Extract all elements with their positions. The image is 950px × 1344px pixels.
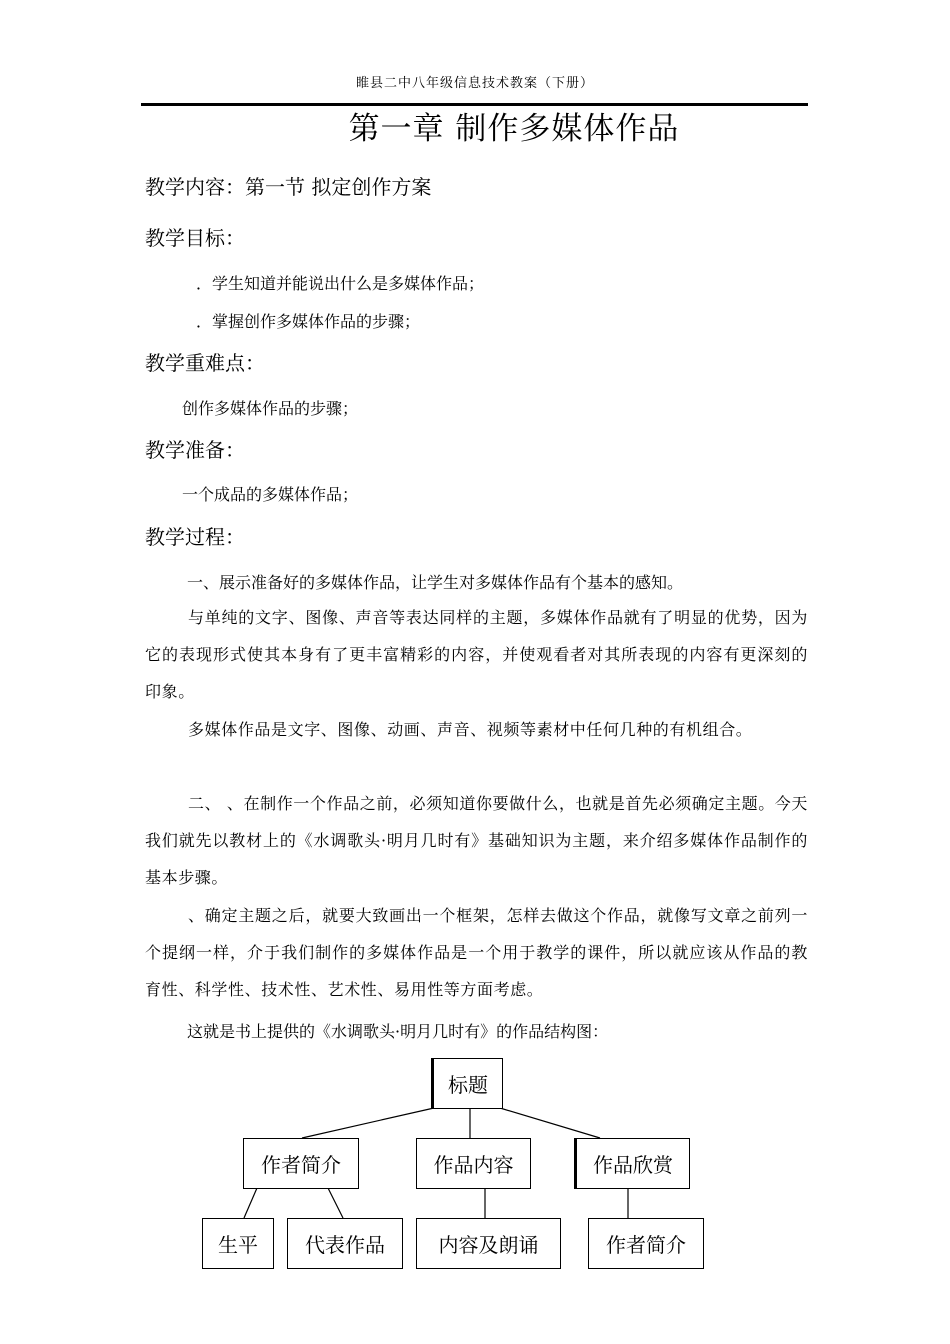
connector-line: [302, 1108, 434, 1138]
difficulty-label: 教学重难点：: [145, 351, 265, 375]
objectives-label: 教学目标：: [145, 226, 245, 250]
page-header: 睢县二中八年级信息技术教案（下册）: [355, 76, 594, 91]
process-step-2: 二、 、在制作一个作品之前，必须知道你要做什么，也就是首先必须确定主题。今天我们就先以教材上的《水调歌头·明月几时有》基础知识为主题，来介绍多媒体作品制作的基本步骤。: [145, 794, 808, 887]
diagram-node-author-intro-2: 作者简介: [588, 1218, 704, 1269]
connector-line: [328, 1188, 343, 1218]
connector-line: [500, 1108, 600, 1138]
chapter-title: 第一章 制作多媒体作品: [348, 111, 680, 147]
prep-text: 一个成品的多媒体作品；: [182, 485, 359, 504]
diagram-node-appreciation: 作品欣赏: [574, 1138, 690, 1189]
objective-item: ．掌握创作多媒体作品的步骤；: [196, 312, 421, 331]
diagram-node-root: 标题: [431, 1058, 503, 1109]
prep-label: 教学准备：: [145, 438, 245, 462]
process-paragraph: 与单纯的文字、图像、声音等表达同样的主题，多媒体作品就有了明显的优势，因为它的表现形式使其本身有了更丰富精彩的内容，并使观看者对其所表现的内容有更深刻的印象。: [145, 608, 808, 701]
diagram-node-content-recitation: 内容及朗诵: [416, 1218, 561, 1269]
diagram-node-representative-works: 代表作品: [287, 1218, 403, 1269]
diagram-node-work-content: 作品内容: [416, 1138, 531, 1189]
content-label: 教学内容：第一节 拟定创作方案: [145, 175, 432, 199]
difficulty-text: 创作多媒体作品的步骤；: [182, 399, 359, 418]
process-paragraph: 、确定主题之后，就要大致画出一个框架，怎样去做这个作品，就像写文章之前列一个提纲一样，介于我们制作的多媒体作品是一个用于教学的课件，所以就应该从作品的教育性、科学性、技术性、艺术性、易用性等方面考虑。: [145, 906, 808, 999]
connector-line: [244, 1188, 257, 1218]
diagram-node-author-intro: 作者简介: [243, 1138, 359, 1189]
diagram-node-biography: 生平: [202, 1218, 274, 1269]
process-label: 教学过程：: [145, 525, 245, 549]
process-paragraph: 多媒体作品是文字、图像、动画、声音、视频等素材中任何几种的有机组合。: [188, 720, 753, 739]
objective-item: ．学生知道并能说出什么是多媒体作品；: [196, 274, 485, 293]
process-step-1: 一、展示准备好的多媒体作品，让学生对多媒体作品有个基本的感知。: [187, 573, 684, 592]
diagram-intro: 这就是书上提供的《水调歌头·明月几时有》的作品结构图：: [187, 1022, 609, 1041]
